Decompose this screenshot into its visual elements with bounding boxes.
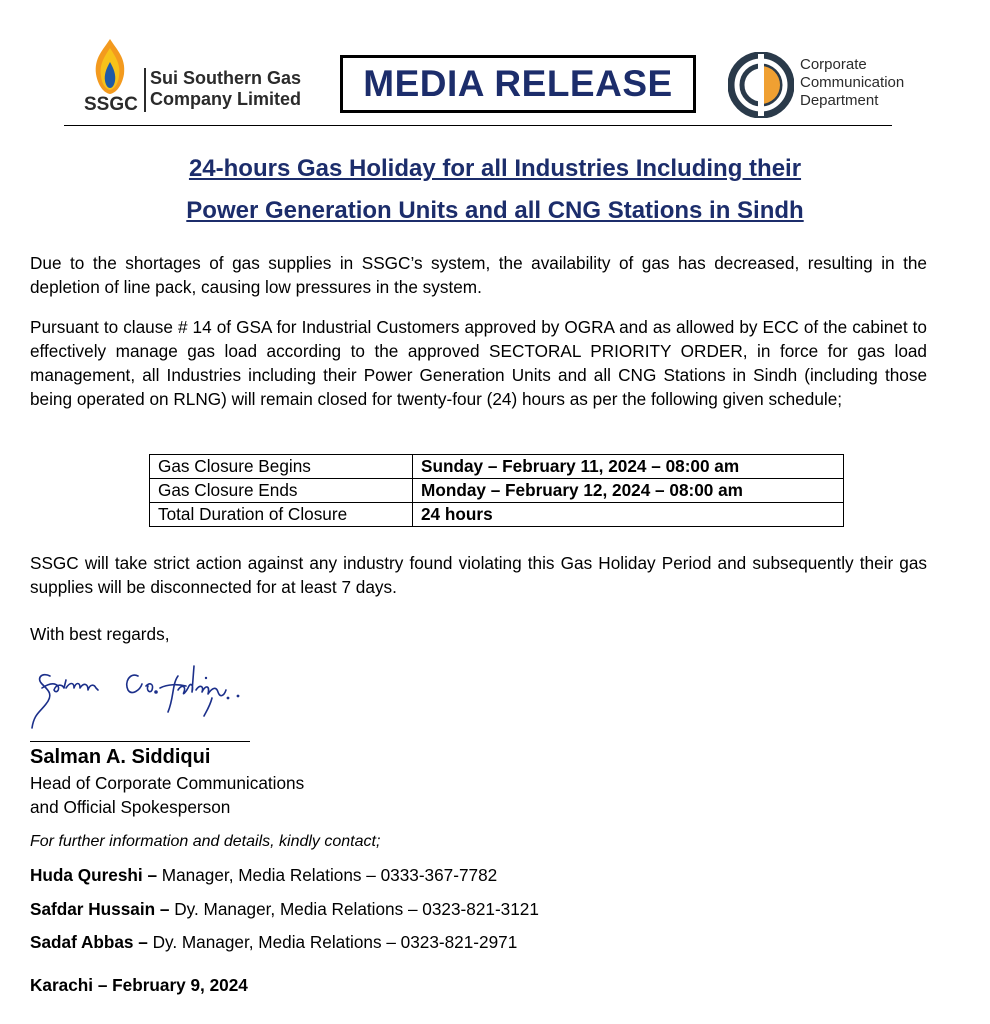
contact-name: Safdar Hussain – (30, 899, 170, 919)
schedule-value: Sunday – February 11, 2024 – 08:00 am (413, 455, 844, 479)
contact-detail: Dy. Manager, Media Relations – 0323-821-2971 (147, 932, 518, 952)
signer-name: Salman A. Siddiqui (30, 746, 211, 768)
media-release-text: MEDIA RELEASE (363, 63, 673, 104)
signer-title-line2: and Official Spokesperson (30, 797, 231, 817)
contact-intro: For further information and details, kindly contact; (30, 833, 381, 850)
contact-detail: Dy. Manager, Media Relations – 0323-821-3121 (169, 899, 539, 919)
table-row (150, 455, 844, 479)
contact-detail: Manager, Media Relations – 0333-367-7782 (157, 865, 498, 885)
paragraph-clause: Pursuant to clause # 14 of GSA for Industrial Customers approved by OGRA and as allowed by ECC of the cabinet to effectively manage gas load according to the approved SECTORAL PRIORITY ORDER, in force for gas load management, all Industries including their Power Generation Units and all CNG Stations in Sindh (including those being operated on RLNG) will remain closed for twenty-four (24) hours as per the following given schedule; (30, 317, 927, 409)
signature-line (30, 741, 250, 742)
media-release-badge (340, 55, 696, 113)
company-name-line2: Company Limited (150, 89, 302, 109)
header-divider (64, 125, 892, 126)
signer-title-line1: Head of Corporate Communications (30, 773, 305, 793)
schedule-value: 24 hours (413, 503, 844, 527)
ssgc-abbreviation: SSGC (84, 94, 138, 115)
table-row (150, 479, 844, 503)
department-line2: Communication (800, 74, 905, 91)
company-name (150, 68, 301, 110)
closing-regards: With best regards, (30, 624, 170, 644)
contact-name: Sadaf Abbas – (30, 932, 148, 952)
contact-item (30, 865, 497, 886)
headline-line2: Power Generation Units and all CNG Stations in Sindh (186, 197, 804, 224)
company-name-line1: Sui Southern Gas (150, 68, 302, 88)
handwritten-signature (28, 654, 258, 734)
contact-item (30, 899, 539, 920)
headline-line1: 24-hours Gas Holiday for all Industries Including their (188, 155, 802, 182)
schedule-label: Gas Closure Begins (150, 455, 413, 479)
department-line3: Department (800, 92, 879, 109)
schedule-label: Total Duration of Closure (150, 503, 413, 527)
logo-divider (144, 68, 146, 112)
closure-schedule-table (149, 454, 844, 527)
table-row (150, 503, 844, 527)
contact-name: Huda Qureshi – (30, 865, 158, 885)
schedule-label: Gas Closure Ends (150, 479, 413, 503)
paragraph-shortage: Due to the shortages of gas supplies in SSGC’s system, the availability of gas has decreased, resulting in the depletion of line pack, causing low pressures in the system. (30, 253, 927, 297)
ssgc-logo (82, 38, 322, 114)
dateline: Karachi – February 9, 2024 (30, 975, 248, 995)
flame-icon (90, 38, 130, 96)
schedule-value: Monday – February 12, 2024 – 08:00 am (413, 479, 844, 503)
paragraph-warning: SSGC will take strict action against any industry found violating this Gas Holiday Period and subsequently their gas supplies will be disconnected for at least 7 days. (30, 553, 927, 597)
corporate-communication-logo-icon (728, 52, 794, 118)
contact-item (30, 932, 517, 953)
department-line1: Corporate (800, 56, 867, 73)
department-name (800, 56, 904, 110)
